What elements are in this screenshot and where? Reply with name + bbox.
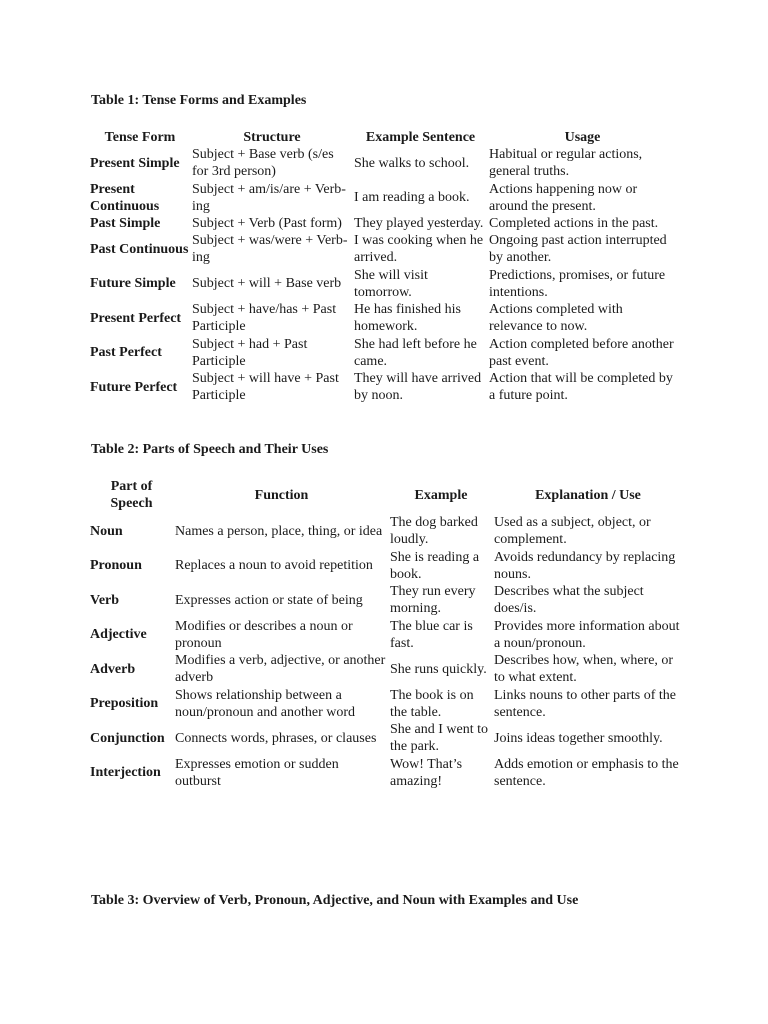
column-header: Usage [564, 129, 601, 145]
table-header-row [89, 476, 683, 514]
table-row [89, 549, 683, 584]
column-header: Explanation / Use [535, 487, 641, 503]
row-header: Preposition [90, 696, 159, 712]
table-cell: They will have arrived by noon. [354, 371, 482, 404]
table-cell: Completed actions in the past. [489, 216, 659, 231]
table-cell: They run every morning. [390, 584, 476, 617]
table-cell: Predictions, promises, or future intentions. [489, 267, 666, 300]
table-cell: Subject + am/is/are + Verb-ing [192, 181, 346, 214]
table-row [89, 514, 683, 549]
table-cell: Links nouns to other parts of the sentence. [494, 687, 676, 720]
table-cell: Describes what the subject does/is. [494, 584, 644, 617]
table-cell: Names a person, place, thing, or idea [175, 523, 383, 539]
table-cell: Joins ideas together smoothly. [494, 730, 663, 746]
row-header: Future Simple [90, 276, 176, 292]
row-header: Past Simple [90, 216, 161, 231]
table-cell: Subject + had + Past Participle [192, 336, 308, 369]
table-cell: The blue car is fast. [390, 618, 473, 651]
table-1-caption: Table 1: Tense Forms and Examples [91, 93, 307, 108]
table-cell: Subject + Verb (Past form) [192, 216, 342, 231]
table-row [89, 267, 677, 302]
row-header: Adjective [90, 627, 147, 643]
table-cell: Expresses emotion or sudden outburst [175, 756, 339, 789]
table-cell: Provides more information about a noun/pronoun. [494, 618, 680, 651]
row-header: Conjunction [90, 730, 165, 746]
table-cell: Describes how, when, where, or to what extent. [494, 653, 674, 686]
table-row [89, 336, 677, 371]
tense-forms-table [89, 128, 677, 405]
table-2-caption: Table 2: Parts of Speech and Their Uses [91, 442, 329, 457]
row-header: Present Perfect [90, 310, 182, 326]
table-cell: Modifies or describes a noun or pronoun [175, 618, 353, 651]
table-row [89, 232, 677, 267]
table-row [89, 756, 683, 791]
table-cell: Adds emotion or emphasis to the sentence. [494, 756, 679, 789]
table-cell: She will visit tomorrow. [354, 267, 428, 300]
row-header: Present Continuous [90, 181, 160, 214]
table-cell: Avoids redundancy by replacing nouns. [494, 549, 676, 582]
table-cell: Habitual or regular actions, general truths. [489, 147, 643, 180]
parts-of-speech-table [89, 476, 683, 790]
table-cell: They played yesterday. [354, 216, 484, 231]
row-header: Verb [90, 592, 120, 608]
row-header: Past Continuous [90, 241, 189, 257]
table-cell: Modifies a verb, adjective, or another adverb [175, 653, 386, 686]
table-cell: He has finished his homework. [354, 302, 461, 335]
row-header: Pronoun [90, 558, 142, 574]
row-header: Noun [90, 523, 123, 539]
table-cell: Ongoing past action interrupted by another. [489, 233, 667, 266]
table-cell: Subject + Base verb (s/es for 3rd person) [192, 147, 334, 180]
table-row [89, 146, 677, 181]
table-cell: Subject + was/were + Verb-ing [192, 233, 348, 266]
row-header: Interjection [90, 765, 161, 781]
column-header: Part of Speech [110, 479, 153, 511]
row-header: Adverb [90, 661, 136, 677]
column-header: Function [254, 487, 309, 503]
table-cell: Used as a subject, object, or complement. [494, 515, 651, 548]
table-cell: Shows relationship between a noun/pronoun and another word [175, 687, 356, 720]
table-cell: Connects words, phrases, or clauses [175, 730, 377, 746]
table-row [89, 583, 683, 618]
table-row [89, 618, 683, 653]
table-cell: Expresses action or state of being [175, 592, 363, 608]
column-header: Structure [243, 129, 301, 145]
table-cell: She is reading a book. [390, 549, 480, 582]
table-cell: Action that will be completed by a future point. [489, 371, 673, 404]
table-cell: Action completed before another past event. [489, 336, 674, 369]
table-cell: Replaces a noun to avoid repetition [175, 558, 373, 574]
column-header: Tense Form [104, 129, 176, 145]
table-cell: She runs quickly. [390, 661, 487, 677]
row-header: Future Perfect [90, 379, 178, 395]
table-cell: Wow! That’s amazing! [390, 756, 463, 789]
table-row [89, 181, 677, 216]
table-cell: Subject + have/has + Past Participle [192, 302, 337, 335]
table-cell: She walks to school. [354, 155, 470, 171]
table-cell: Actions happening now or around the present. [489, 181, 638, 214]
table-row [89, 215, 677, 232]
table-cell: I was cooking when he arrived. [354, 233, 484, 266]
table-cell: She had left before he came. [354, 336, 477, 369]
table-cell: I am reading a book. [354, 190, 470, 206]
row-header: Past Perfect [90, 345, 162, 361]
table-cell: Subject + will have + Past Participle [192, 371, 339, 404]
row-header: Present Simple [90, 155, 180, 171]
table-cell: Actions completed with relevance to now. [489, 302, 623, 335]
table-row [89, 370, 677, 405]
table-row [89, 652, 683, 687]
table-row [89, 721, 683, 756]
table-row [89, 301, 677, 336]
table-cell: The book is on the table. [390, 687, 474, 720]
table-cell: She and I went to the park. [390, 722, 488, 755]
table-3-caption: Table 3: Overview of Verb, Pronoun, Adjective, and Noun with Examples and Use [91, 893, 579, 908]
table-cell: Subject + will + Base verb [192, 276, 342, 292]
table-cell: The dog barked loudly. [390, 515, 478, 548]
table-header-row [89, 128, 677, 146]
column-header: Example [414, 487, 468, 503]
column-header: Example Sentence [365, 129, 476, 145]
table-row [89, 687, 683, 722]
